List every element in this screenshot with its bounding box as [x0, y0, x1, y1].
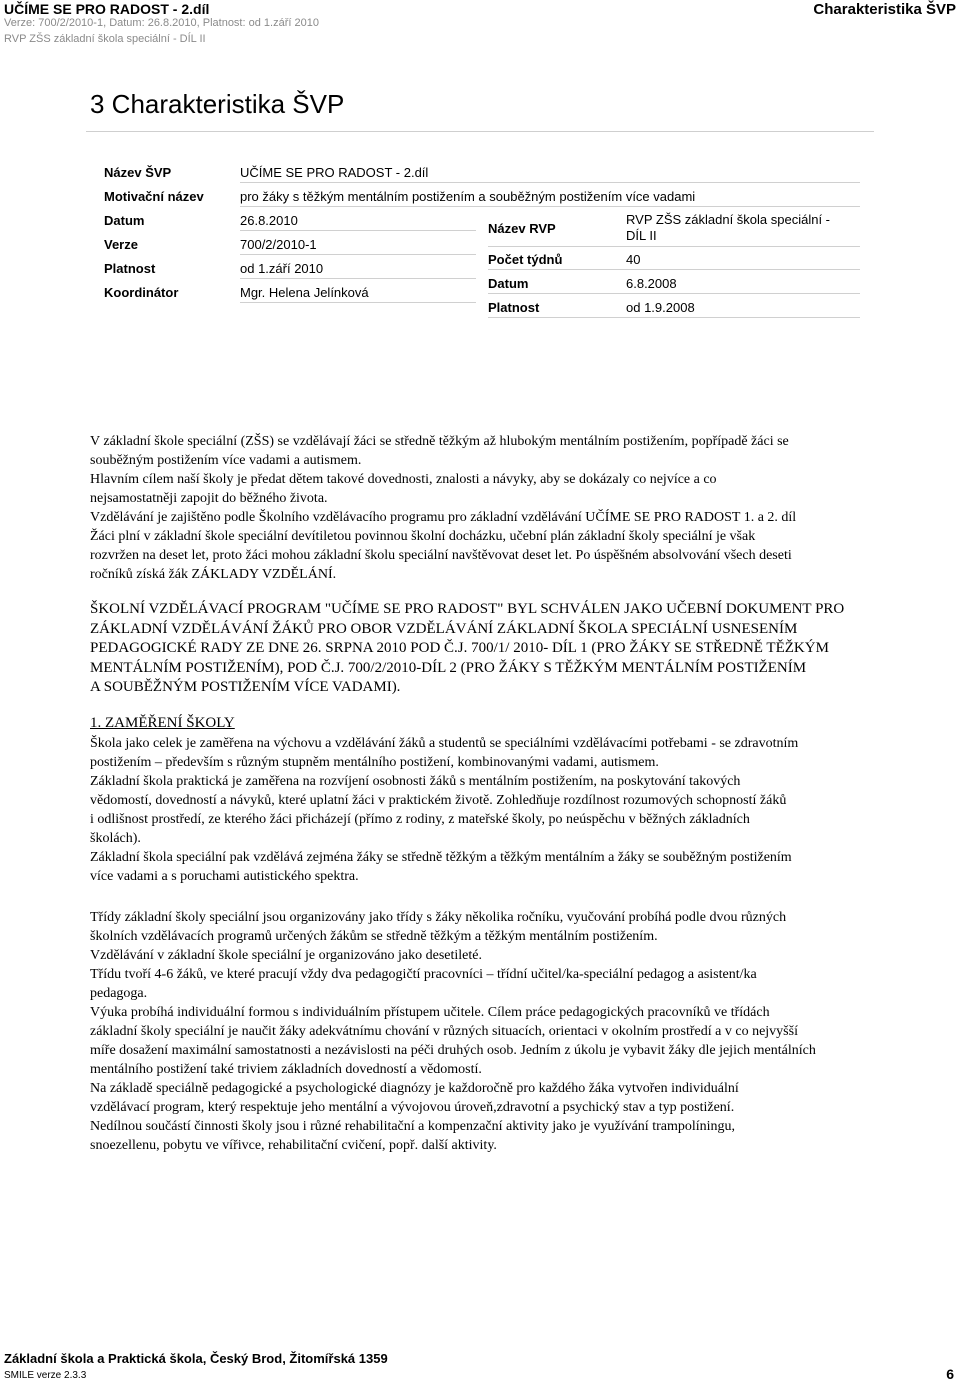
text-line: souběžným postižením více vadami a autismem.	[90, 453, 362, 468]
text-line: Vzdělávání v základní škole speciální je organizováno jako desetileté.	[90, 948, 482, 963]
text-line: Třídu tvoří 4-6 žáků, ve které pracují vždy dva pedagogičtí pracovníci – třídní učitel/ka-speciální pedagog a asistent/ka	[90, 967, 757, 982]
text-line: rozvržen na deset let, proto žáci mohou základní školu speciální navštěvovat deset let. Po úspěšném absolvování všech deseti	[90, 548, 792, 563]
text-line: nejsamostatněji zapojit do běžného života.	[90, 491, 328, 506]
text-line: MENTÁLNÍM POSTIŽENÍM), POD Č.J. 700/2/2010-DÍL 2 (PRO ŽÁKY S TĚŽKÝM MENTÁLNÍM POSTIŽENÍM	[90, 659, 807, 676]
section-heading-text: 1. ZAMĚŘENÍ ŠKOLY	[90, 715, 235, 731]
value-nazev-rvp-line1: RVP ZŠS základní škola speciální -	[626, 212, 831, 227]
underline	[240, 302, 476, 303]
text-line: A SOUBĚŽNÝM POSTIŽENÍM VÍCE VADAMI).	[90, 679, 401, 695]
intro-paragraph	[90, 432, 890, 584]
text-line: Vzdělávání je zajištěno podle Školního vzdělávacího programu pro základní vzdělávání UČÍME SE PRO RADOST 1. a 2. díl	[90, 510, 797, 525]
label-nazev-rvp: Název RVP	[488, 221, 556, 236]
underline	[240, 206, 860, 207]
value-koordinator: Mgr. Helena Jelínková	[240, 285, 369, 300]
text-line: základní školy speciální je naučit žáky adekvátnímu chování v různých situacích, orientaci v okolním prostředí a v co nejvyšší	[90, 1024, 798, 1039]
text-line: postižením – především s různým stupněm mentálního postižení, kombinovanými vadami, autismem.	[90, 755, 659, 770]
label-motivacni-nazev: Motivační název	[104, 189, 204, 204]
text-line: Základní škola speciální pak vzdělává zejména žáky se středně těžkým a těžkým mentálním a žáky se souběžným postižením	[90, 850, 792, 865]
text-line: ZÁKLADNÍ VZDĚLÁVÁNÍ ŽÁKŮ PRO OBOR VZDĚLÁVÁNÍ ZÁKLADNÍ ŠKOLA SPECIÁLNÍ USNESENÍM	[90, 620, 798, 637]
text-line: školách).	[90, 831, 141, 846]
text-line: více vadami a s poruchami autistického spektra.	[90, 869, 359, 884]
text-line: Na základě speciálně pedagogické a psychologické diagnózy je každoročně pro každého žáka vytvořen individuální	[90, 1081, 739, 1096]
underline	[488, 269, 860, 270]
text-line: ŠKOLNÍ VZDĚLÁVACÍ PROGRAM "UČÍME SE PRO RADOST" BYL SCHVÁLEN JAKO UČEBNÍ DOKUMENT PRO	[90, 601, 845, 617]
value-rvp-datum: 6.8.2008	[626, 276, 677, 291]
text-line: Základní škola praktická je zaměřena na rozvíjení osobnosti žáků s mentálním postižením, na poskytování takových	[90, 774, 741, 789]
text-line: Třídy základní školy speciální jsou organizovány jako třídy s žáky několika ročníku, vyučování probíhá podle dvou různých	[90, 910, 787, 925]
footer-school-name: Základní škola a Praktická škola, Český Brod, Žitomířská 1359	[4, 1351, 388, 1366]
text-line: Nedílnou součástí činnosti školy jsou i různé rehabilitační a kompenzační aktivity jako je využívání trampolíningu,	[90, 1119, 736, 1134]
text-line: pedagoga.	[90, 986, 148, 1001]
value-platnost: od 1.září 2010	[240, 261, 324, 276]
text-line: Výuka probíhá individuální formou s individuálním přístupem učitele. Cílem práce pedagogických pracovníků ve třídách	[90, 1005, 770, 1020]
text-line: snoezellenu, pobytu ve vířivce, rehabilitační cvičení, popř. další aktivity.	[90, 1138, 497, 1153]
text-line: vědomostí, dovedností a návyků, které uplatní žáci v praktickém životě. Zohledňuje rozdílnost rozumových schopností žáků	[90, 793, 787, 808]
value-pocet-tydnu: 40	[626, 252, 641, 267]
value-motivacni-nazev: pro žáky s těžkým mentálním postižením a souběžným postižením více vadami	[240, 189, 696, 204]
text-line: ročníků získá žák ZÁKLADY VZDĚLÁNÍ.	[90, 567, 337, 582]
chapter-divider	[86, 131, 874, 132]
text-line: Hlavním cílem naší školy je předat dětem takové dovednosti, znalosti a návyky, aby se dokázaly co nejvíce a co	[90, 472, 717, 487]
text-line: vzdělávací program, který respektuje jeho mentální a vývojovou úroveň,zdravotní a psychický stav a typ postižení.	[90, 1100, 735, 1115]
text-line: i odlišnost prostředí, ze kterého žáci přicházejí (přímo z rodiny, z mateřské školy, po neúspěchu v běžných základních	[90, 812, 750, 827]
text-line: Škola jako celek je zaměřena na výchovu a vzdělávání žáků a studentů se speciálními vzdělávacími potřebami - se zdravotním	[90, 736, 799, 751]
label-datum: Datum	[104, 213, 145, 228]
label-platnost: Platnost	[104, 261, 156, 276]
footer-version: SMILE verze 2.3.3	[4, 1370, 87, 1381]
value-datum: 26.8.2010	[240, 213, 298, 228]
page-number: 6	[946, 1366, 954, 1382]
underline	[240, 182, 860, 183]
text-line: mentálního postižení také triviem základních dovedností a vědomostí.	[90, 1062, 482, 1077]
text-line: školních vzdělávacích programů určených žákům se středně těžkým a těžkým mentálním postižením.	[90, 929, 658, 944]
value-rvp-platnost: od 1.9.2008	[626, 300, 695, 315]
value-nazev-rvp-line2: DÍL II	[626, 228, 657, 243]
text-line: míře dosažení maximální samostatnosti a nezávislosti na péči druhých osob. Jedním z úkolu je vybavit žáky dle jejich mentálních	[90, 1043, 816, 1058]
header-rvp-info: RVP ZŠS základní škola speciální - DÍL II	[4, 33, 206, 45]
underline	[488, 293, 860, 294]
label-verze: Verze	[104, 237, 138, 252]
underline	[240, 254, 476, 255]
label-pocet-tydnu: Počet týdnů	[488, 252, 563, 267]
label-koordinator: Koordinátor	[104, 285, 179, 300]
chapter-title: 3 Charakteristika ŠVP	[90, 89, 345, 119]
header-section-name: Charakteristika ŠVP	[813, 1, 956, 18]
text-line: PEDAGOGICKÉ RADY ZE DNE 26. SRPNA 2010 POD Č.J. 700/1/ 2010- DÍL 1 (PRO ŽÁKY SE STŘEDNĚ TĚŽKÝM	[90, 640, 829, 656]
underline	[240, 230, 476, 231]
section-heading	[90, 714, 890, 734]
underline	[240, 278, 476, 279]
label-nazev-svp: Název ŠVP	[104, 165, 172, 180]
value-verze: 700/2/2010-1	[240, 237, 317, 252]
classes-paragraph	[90, 908, 890, 1155]
underline	[488, 317, 860, 318]
underline	[488, 246, 860, 247]
header-version-info: Verze: 700/2/2010-1, Datum: 26.8.2010, Platnost: od 1.září 2010	[4, 17, 319, 29]
approval-paragraph	[90, 600, 890, 698]
text-line: Žáci plní v základní škole speciální devítiletou povinnou školní docházku, učební plán základní školy speciální je však	[90, 529, 756, 544]
text-line: V základní škole speciální (ZŠS) se vzdělávají žáci se středně těžkým až hlubokým mentálním postižením, popřípadě žáci se	[90, 434, 789, 449]
value-nazev-svp: UČÍME SE PRO RADOST - 2.díl	[240, 165, 429, 180]
label-rvp-datum: Datum	[488, 276, 529, 291]
focus-paragraph	[90, 734, 890, 886]
header-title: UČÍME SE PRO RADOST - 2.díl	[4, 1, 210, 17]
label-rvp-platnost: Platnost	[488, 300, 540, 315]
